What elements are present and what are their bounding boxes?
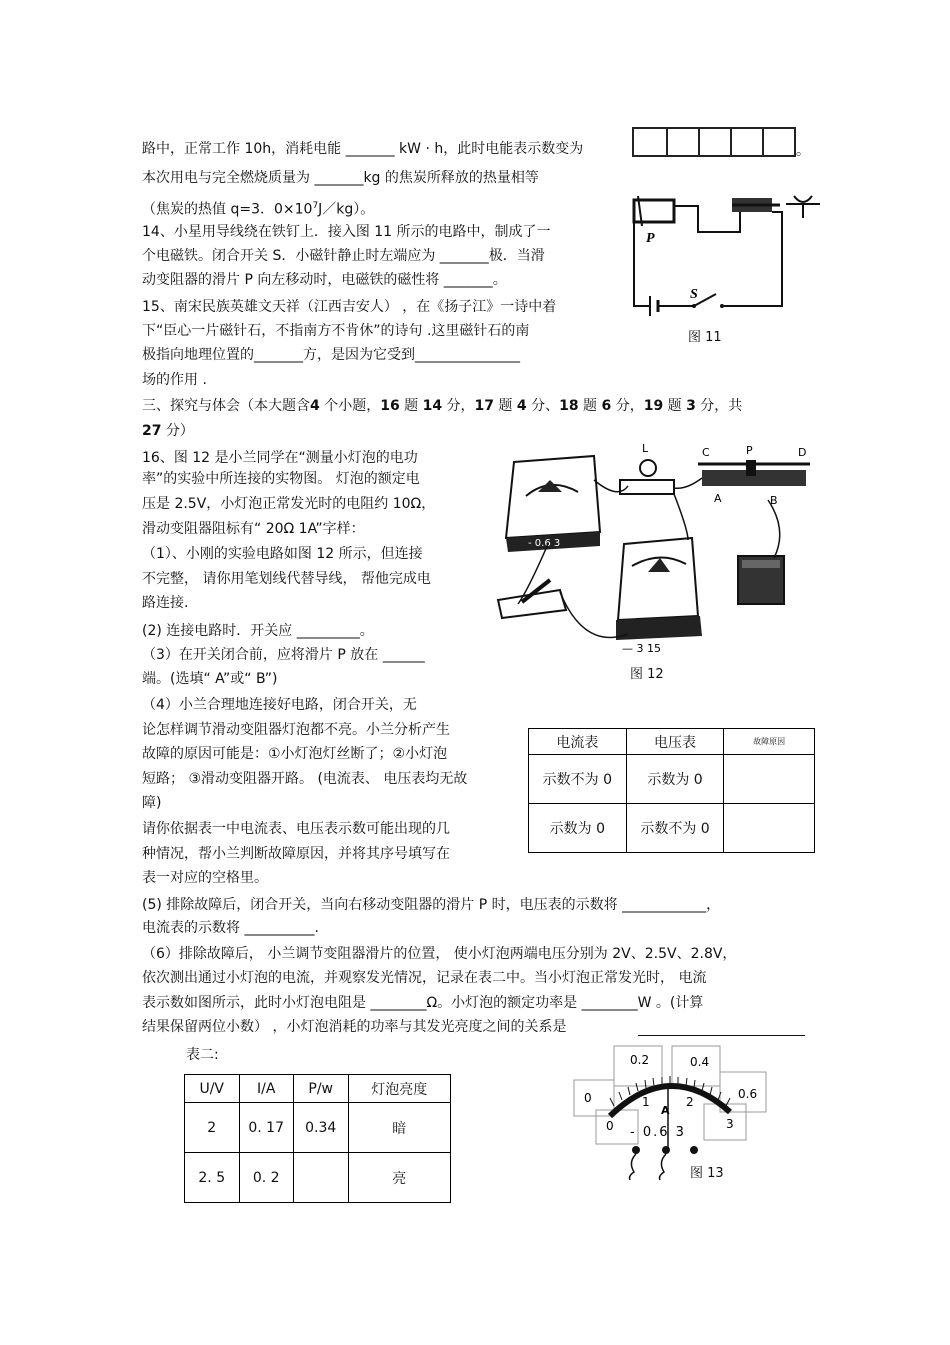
q14-line1: 14、小星用导线绕在铁钉上．接入图 11 所示的电路中，制成了一 xyxy=(142,224,551,240)
q16-line3: 压是 2.5V，小灯泡正常发光时的电阻约 10Ω， xyxy=(142,496,436,512)
section3-heading-line2: 27 分） xyxy=(142,423,194,439)
table2-label: 表二: xyxy=(186,1047,219,1063)
table2-cell: 0. 17 xyxy=(239,1103,293,1153)
table2-cell: 2 xyxy=(185,1103,240,1153)
q16-line2: 率”的实验中所连接的实物图。 灯泡的额定电 xyxy=(142,471,420,487)
table1-answer-cell[interactable] xyxy=(724,804,815,853)
table1-cell: 示数不为 0 xyxy=(529,755,627,804)
fig11-label-s: S xyxy=(690,287,698,302)
figure-13-ammeter-dial xyxy=(570,1040,770,1180)
q16-line7: 路连接. xyxy=(142,595,189,611)
table2-answer-cell[interactable] xyxy=(293,1153,348,1203)
meter-unit-label: A xyxy=(661,1104,670,1117)
table2-cell: 0.34 xyxy=(293,1103,348,1153)
q16-line14: 短路； ③滑动变阻器开路。 (电流表、 电压表均无故 xyxy=(142,771,468,787)
q16-line21: （6）排除故障后， 小兰调节变阻器滑片的位置， 使小灯泡两端电压分别为 2V、2.5V、2.8V， xyxy=(142,946,737,962)
meter-top-label: 0.4 xyxy=(690,1055,710,1069)
meter-top-label: 0 xyxy=(584,1091,592,1105)
table2-cell: 0. 2 xyxy=(239,1153,293,1203)
q16-line6: 不完整， 请你用笔划线代替导线， 帮他完成电 xyxy=(142,571,431,587)
table1-header: 电压表 xyxy=(626,729,724,755)
table-1 xyxy=(528,728,815,853)
fig12-meter1-terminals: - 0.6 3 xyxy=(528,538,561,549)
q14-line3: 动变阻器的滑片 P 向左移动时，电磁铁的磁性将 _______。 xyxy=(142,272,507,288)
fig12-label-d: D xyxy=(798,446,807,459)
q15-line1: 15、南宋民族英雄文天祥（江西吉安人） ，在《扬子江》一诗中着 xyxy=(142,299,557,315)
table1-cell: 示数不为 0 xyxy=(626,804,724,853)
q16-line11: （4）小兰合理地连接好电路，闭合开关，无 xyxy=(142,697,417,713)
q15-line4: 场的作用 . xyxy=(142,372,207,388)
q13-line2: 本次用电与完全燃烧质量为 _______kg 的焦炭所释放的热量相等 xyxy=(142,170,539,186)
q15-line2: 下“臣心一片磁针石，不指南方不肯休”的诗句 .这里磁针石的南 xyxy=(142,323,530,339)
table1-header: 电流表 xyxy=(529,729,627,755)
q16-line13: 故障的原因可能是：①小灯泡灯丝断了；②小灯泡 xyxy=(142,746,448,762)
fig12-label-l: L xyxy=(642,442,649,455)
table2-cell: 2. 5 xyxy=(185,1153,240,1203)
table1-answer-cell[interactable] xyxy=(724,755,815,804)
fig12-label-c: C xyxy=(702,446,710,459)
figure-13-caption: 图 13 xyxy=(690,1166,724,1181)
figure-11-caption: 图 11 xyxy=(688,330,722,345)
q16-line24: 结果保留两位小数） ，小灯泡消耗的功率与其发光亮度之间的关系是 xyxy=(142,1019,567,1035)
q16-line4: 滑动变阻器阻标有“ 20Ω 1A”字样： xyxy=(142,521,365,537)
q16-line16: 请你依据表一中电流表、电压表示数可能出现的几 xyxy=(142,821,450,837)
table2-header: I/A xyxy=(239,1075,293,1103)
q13-line3: （焦炭的热值 q=3．$0\times 10^7J/kg$）。 xyxy=(142,201,375,218)
table-2 xyxy=(184,1074,451,1203)
meter-top-label: 0.6 xyxy=(738,1087,758,1101)
table2-header: 灯泡亮度 xyxy=(348,1075,451,1103)
fig12-label-p: P xyxy=(746,444,753,457)
table1-cell: 示数为 0 xyxy=(626,755,724,804)
energy-meter-display xyxy=(632,127,796,157)
table2-cell: 暗 xyxy=(348,1103,451,1153)
q16-line9: （3）在开关闭合前，应将滑片 P 放在 ______ xyxy=(142,647,425,663)
q16-line23: 表示数如图所示，此时小灯泡电阻是 ________Ω。小灯泡的额定功率是 ________W 。(计算 xyxy=(142,995,704,1011)
q14-line2: 个电磁铁。闭合开关 S．小磁针静止时左端应为 _______极．当滑 xyxy=(142,248,545,264)
q16-line8: (2) 连接电路时．开关应 _________。 xyxy=(142,623,374,639)
q16-line12: 论怎样调节滑动变阻器灯泡都不亮。小兰分析产生 xyxy=(142,722,450,738)
fig12-meter2-terminals: — 3 15 xyxy=(622,642,661,655)
answer-blank-line xyxy=(638,1035,805,1036)
q16-line5: （1）、小刚的实验电路如图 12 所示，但连接 xyxy=(142,546,423,562)
fig12-label-a: A xyxy=(714,492,722,505)
figure-11-circuit xyxy=(628,186,838,326)
meter-bottom-label: 2 xyxy=(686,1095,694,1109)
section3-heading-line1: 三、探究与体会（本大题含4 个小题，16 题 14 分，17 题 4 分、18 题 6 分，19 题 3 分，共 xyxy=(142,398,743,414)
q13-line1-end: 。 xyxy=(796,143,810,159)
q16-line18: 表一对应的空格里。 xyxy=(142,870,268,886)
figure-12-caption: 图 12 xyxy=(630,667,664,682)
q16-line19: (5) 排除故障后，闭合开关，当向右移动变阻器的滑片 P 时，电压表的示数将 ____________， xyxy=(142,897,721,913)
q16-line17: 种情况，帮小兰判断故障原因，并将其序号填写在 xyxy=(142,846,450,862)
table2-cell: 亮 xyxy=(348,1153,451,1203)
meter-terminal-labels: - 0.6 3 xyxy=(630,1125,686,1140)
table2-header: U/V xyxy=(185,1075,240,1103)
table2-header: P/w xyxy=(293,1075,348,1103)
meter-bottom-label: 3 xyxy=(726,1117,734,1131)
figure-12-apparatus xyxy=(488,440,820,660)
table1-cell: 示数为 0 xyxy=(529,804,627,853)
q16-line22: 依次测出通过小灯泡的电流，并观察发光情况，记录在表二中。当小灯泡正常发光时， 电流 xyxy=(142,970,707,986)
meter-top-label: 0.2 xyxy=(630,1053,650,1067)
table1-header: 故障原因 xyxy=(724,729,815,755)
q15-line3: 极指向地理位置的_______方，是因为它受到_______________ xyxy=(142,347,520,363)
q16-line20: 电流表的示数将 __________. xyxy=(142,920,319,936)
q16-line1: 16、图 12 是小兰同学在“测量小灯泡的电功 xyxy=(142,450,418,466)
q13-line1: 路中，正常工作 10h，消耗电能 _______ kW · h，此时电能表示数变为 xyxy=(142,141,584,157)
fig12-label-b: B xyxy=(770,494,778,507)
fig11-label-p: P xyxy=(646,231,655,246)
q16-line15: 障) xyxy=(142,795,162,811)
q16-line10: 端。(选填“ A”或“ B”) xyxy=(142,671,278,687)
meter-bottom-label: 1 xyxy=(642,1095,650,1109)
meter-bottom-label: 0 xyxy=(606,1119,614,1133)
